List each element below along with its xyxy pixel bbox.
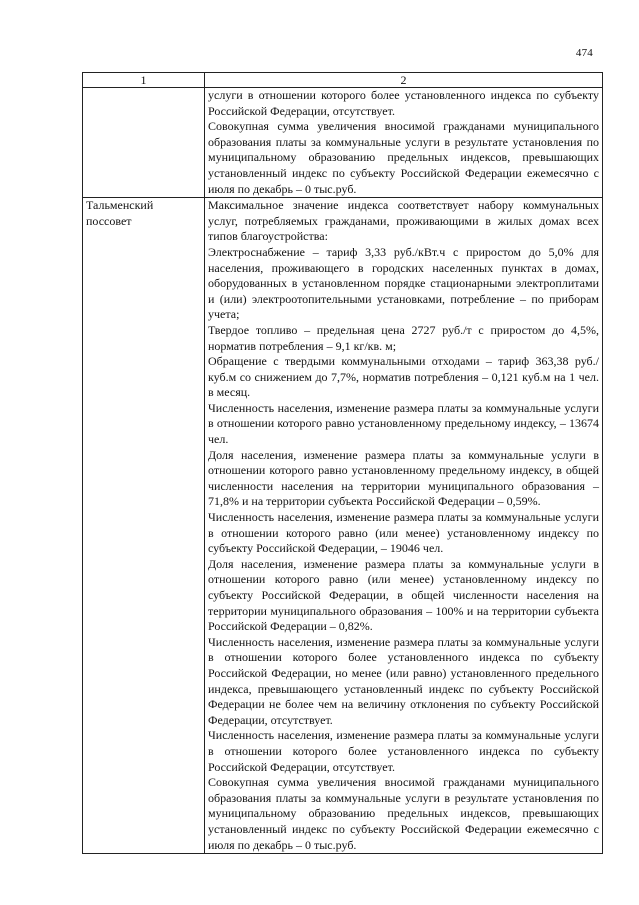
paragraph: услуги в отношении которого более установленного индекса по субъекту Российской Федерации, отсутствует. bbox=[208, 88, 599, 118]
document-table bbox=[82, 72, 603, 854]
column-header-2: 2 bbox=[205, 73, 603, 88]
column-header-1: 1 bbox=[83, 73, 205, 88]
paragraph: Численность населения, изменение размера платы за коммунальные услуги в отношении которого более установленного индекса по субъекту Российской Федерации, но менее (или равно) установленного предельного индекса, превышающего установленный индекс по субъекту Российской Федерации не более чем на величину отклонения по субъекту Российской Федерации, отсутствует. bbox=[208, 634, 599, 727]
municipality-label: Тальменский поссовет bbox=[83, 198, 205, 854]
table-row-talmensky bbox=[83, 198, 603, 854]
municipality-description bbox=[205, 198, 603, 854]
continuation-row-label bbox=[83, 88, 205, 198]
paragraph: Совокупная сумма увеличения вносимой гражданами муниципального образования платы за коммунальные услуги в результате установления по муниципальному образованию предельных индексов, превышающих установленный индекс по субъекту Российской Федерации ежемесячно с июля по декабрь – 0 тыс.руб. bbox=[208, 775, 599, 852]
table-header-row bbox=[83, 73, 603, 88]
paragraph: Численность населения, изменение размера платы за коммунальные услуги в отношении которого равно (или менее) установленному индексу по субъекту Российской Федерации, – 19046 чел. bbox=[208, 510, 599, 556]
page-number: 474 bbox=[575, 47, 593, 59]
paragraph: Обращение с твердыми коммунальными отходами – тариф 363,38 руб./куб.м со снижением до 7,7%, норматив потребления – 0,121 куб.м на 1 чел. в месяц. bbox=[208, 354, 599, 400]
paragraph: Доля населения, изменение размера платы за коммунальные услуги в отношении которого равно (или менее) установленному индексу по субъекту Российской Федерации, в общей численности населения на территории муниципального образования – 100% и на территории субъекта Российской Федерации – 0,82%. bbox=[208, 556, 599, 634]
continuation-row bbox=[83, 88, 603, 198]
paragraph: Электроснабжение – тариф 3,33 руб./кВт.ч с приростом до 5,0% для населения, проживающего в городских населенных пунктах в домах, оборудованных в установленном порядке стационарными электроплитами и (или) электроотопительными установками, потребление – по приборам учета; bbox=[208, 244, 599, 322]
paragraph: Доля населения, изменение размера платы за коммунальные услуги в отношении которого равно установленному предельному индексу, в общей численности населения на территории муниципального образования – 71,8% и на территории субъекта Российской Федерации – 0,59%. bbox=[208, 447, 599, 509]
paragraph: Максимальное значение индекса соответствует набору коммунальных услуг, потребляемых гражданами, проживающими в жилых домах всех типов благоустройства: bbox=[208, 198, 599, 244]
continuation-row-text bbox=[205, 88, 603, 198]
paragraph: Совокупная сумма увеличения вносимой гражданами муниципального образования платы за коммунальные услуги в результате установления по муниципальному образованию предельных индексов, превышающих установленный индекс по субъекту Российской Федерации ежемесячно с июля по декабрь – 0 тыс.руб. bbox=[208, 119, 599, 196]
paragraph: Твердое топливо – предельная цена 2727 руб./т с приростом до 4,5%, норматив потребления – 9,1 кг/кв. м; bbox=[208, 322, 599, 353]
paragraph: Численность населения, изменение размера платы за коммунальные услуги в отношении которого равно установленному предельному индексу, – 13674 чел. bbox=[208, 400, 599, 447]
paragraph: Численность населения, изменение размера платы за коммунальные услуги в отношении которого более установленного индекса по субъекту Российской Федерации, отсутствует. bbox=[208, 728, 599, 774]
